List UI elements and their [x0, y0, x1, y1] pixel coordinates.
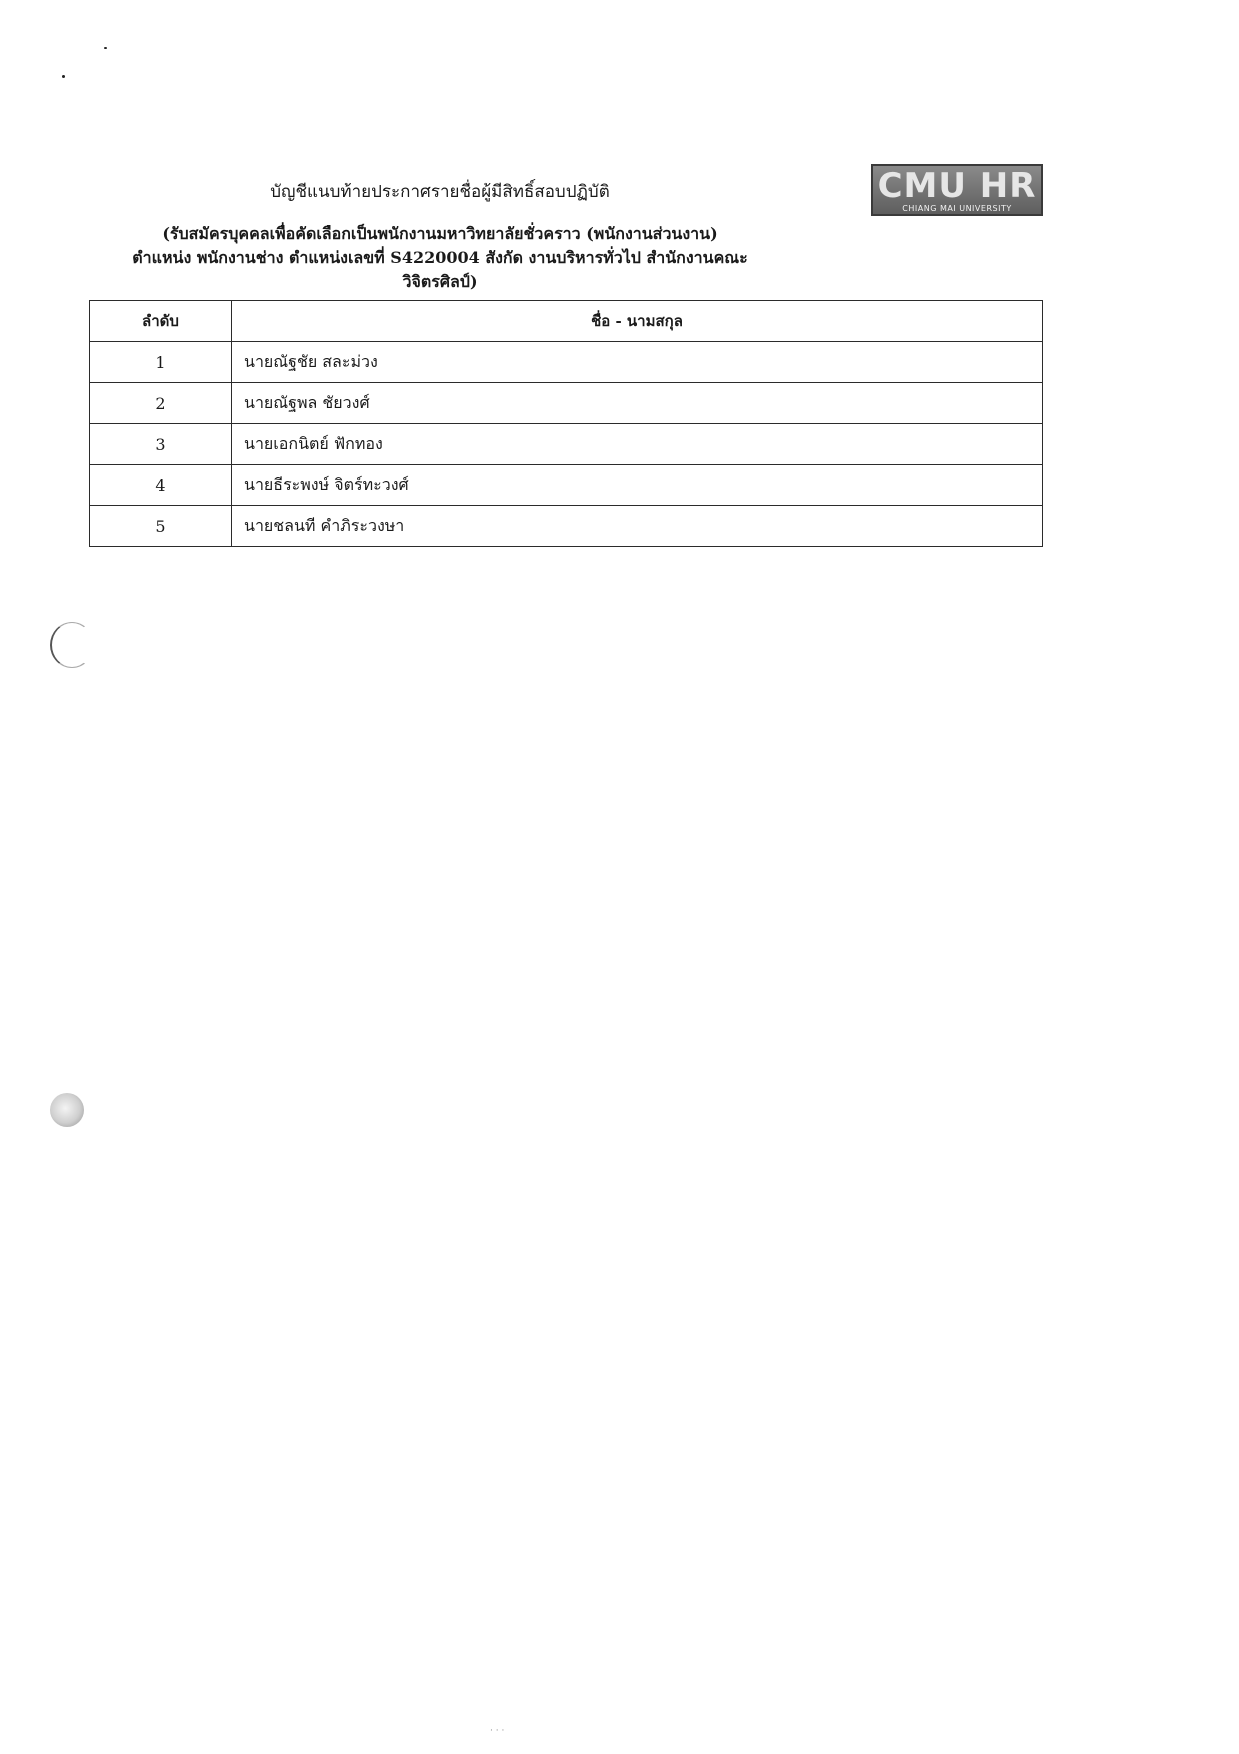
row-name: นายธีระพงษ์ จิตร์ทะวงศ์: [232, 465, 1043, 506]
punch-hole-shadow: [50, 622, 94, 668]
table-header-row: [90, 301, 1043, 342]
punch-hole: [50, 1093, 84, 1127]
candidate-table: [89, 300, 1043, 547]
row-number: 5: [90, 506, 232, 547]
table-row: [90, 342, 1043, 383]
row-name: นายชลนที คำภิระวงษา: [232, 506, 1043, 547]
subtitle-line: (รับสมัครบุคคลเพื่อคัดเลือกเป็นพนักงานมหาวิทยาลัยชั่วคราว (พนักงานส่วนงาน): [162, 224, 718, 243]
scan-speck: [62, 75, 65, 78]
row-number: 1: [90, 342, 232, 383]
document-subtitle: [85, 222, 795, 294]
logo-main-text: CMU HR: [877, 166, 1037, 206]
row-number: 4: [90, 465, 232, 506]
row-number: 3: [90, 424, 232, 465]
table-row: [90, 506, 1043, 547]
row-number: 2: [90, 383, 232, 424]
table-row: [90, 465, 1043, 506]
subtitle-line: ตำแหน่ง พนักงานช่าง ตำแหน่งเลขที่ S4220004 สังกัด งานบริหารทั่วไป สำนักงานคณะ: [132, 248, 748, 267]
logo-sub-text: CHIANG MAI UNIVERSITY: [902, 204, 1012, 213]
table-row: [90, 424, 1043, 465]
document-title: บัญชีแนบท้ายประกาศรายชื่อผู้มีสิทธิ์สอบปฏิบัติ: [270, 182, 610, 202]
footer-mark: · · ·: [490, 1726, 505, 1736]
subtitle-line: วิจิตรศิลป์): [402, 272, 478, 291]
table-row: [90, 383, 1043, 424]
column-header-name: ชื่อ - นามสกุล: [232, 301, 1043, 342]
cmu-hr-logo: [871, 164, 1043, 216]
row-name: นายณัฐพล ชัยวงศ์: [232, 383, 1043, 424]
column-header-order: ลำดับ: [90, 301, 232, 342]
row-name: นายเอกนิตย์ ฟักทอง: [232, 424, 1043, 465]
row-name: นายณัฐชัย สละม่วง: [232, 342, 1043, 383]
scan-speck: [104, 47, 107, 49]
